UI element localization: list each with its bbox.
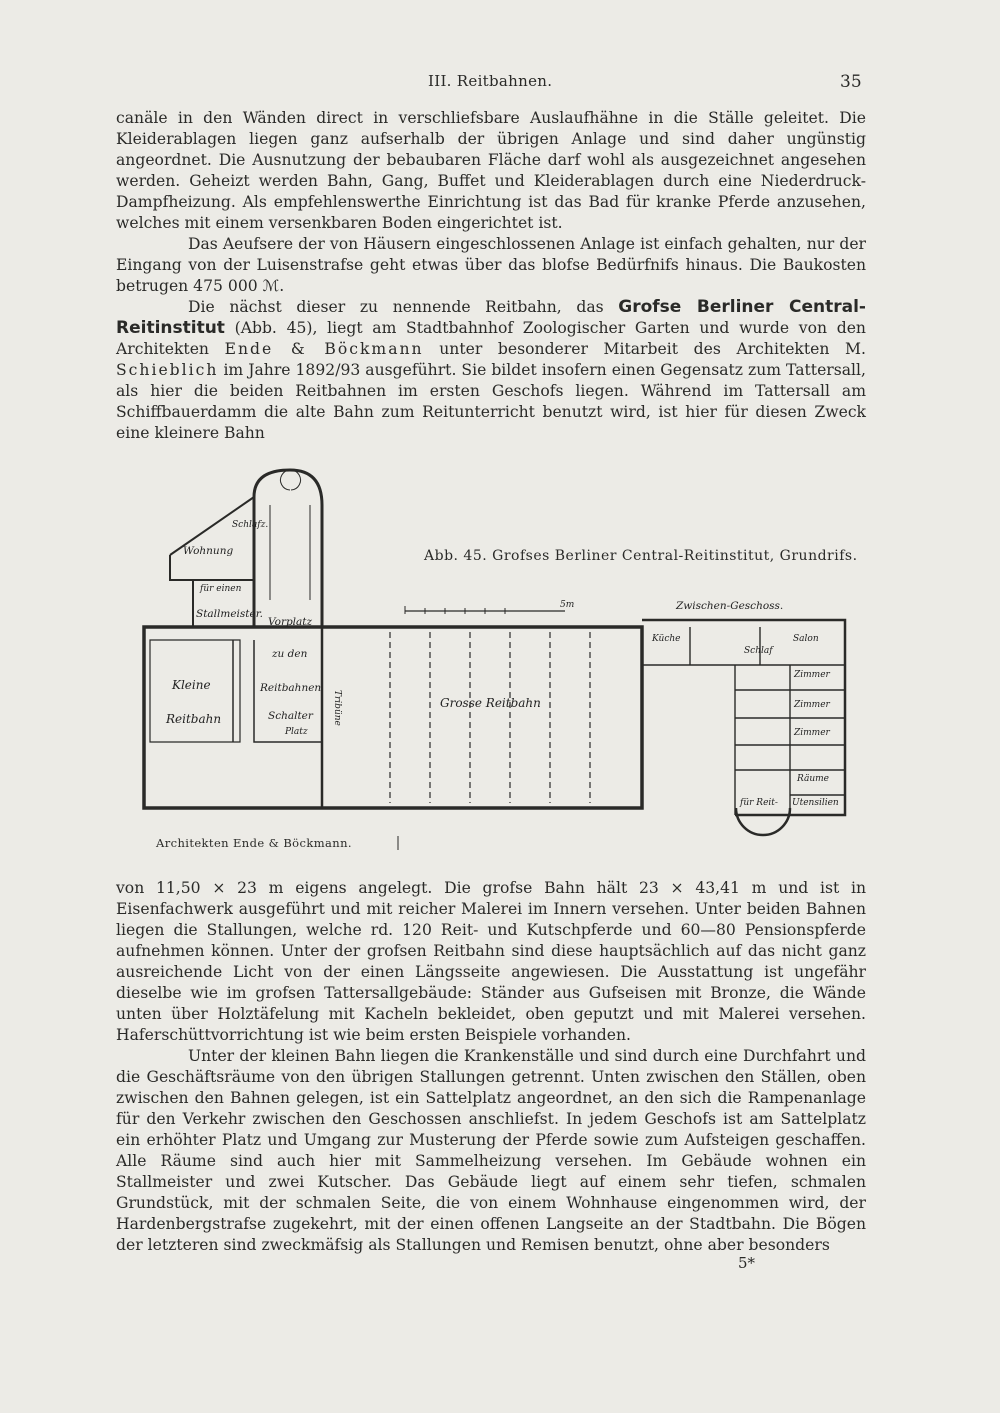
plan-label: Vorplatz	[268, 616, 313, 628]
scale-label: 5m	[560, 600, 575, 610]
figure-credit: Architekten Ende & Böckmann.	[156, 836, 352, 850]
signature-mark: 5*	[738, 1254, 756, 1272]
plan-label: Wohnung	[183, 545, 234, 557]
plan-label: für einen	[200, 584, 242, 594]
paragraph: Das Aeufsere der von Häusern eingeschlossenen Anlage ist einfach gehalten, nur der Eingang von der Luisenstrafse geht etwas über das blofse Bedürfnifs hinaus. Die Baukosten betrugen 475 000 ℳ.	[116, 235, 866, 295]
wing-rooms	[642, 627, 845, 815]
figure-caption: Abb. 45. Grofses Berliner Central-Reitinstitut, Grundrifs.	[424, 548, 858, 564]
plan-label: Räume	[797, 774, 830, 784]
paragraph: von 11,50 × 23 m eigens angelegt. Die grofse Bahn hält 23 × 43,41 m und ist in Eisenfachwerk ausgeführt und mit reicher Malerei im Innern versehen. Unter beiden Bahnen liegen die Stallungen, welche rd. 120 Reit- und Kutschpferde und 60—80 Pensionspferde aufnehmen können. Unter der grofsen Reitbahn sind diese hauptsächlich auf das nicht ganz ausreichende Licht von der einen Längsseite angewiesen. Die Ausstattung ist ungefähr dieselbe wie im grofsen Tattersallgebäude: Ständer aus Gufseisen mit Bronze, die Wände unten über Holztäfelung mit Kacheln bekleidet, oben geputzt und mit Malerei versehen. Haferschüttvorrichtung ist wie beim ersten Beispiele vorhanden.	[116, 879, 866, 1044]
plan-label: Schlafz.	[232, 520, 269, 530]
paragraph	[116, 297, 866, 444]
architect-name: Schieblich	[116, 361, 219, 379]
text-span: Die nächst dieser zu nennende Reitbahn, das	[188, 298, 604, 316]
running-title: III. Reitbahnen.	[428, 72, 553, 90]
plan-label: Schalter	[268, 710, 313, 722]
lower-text-block	[116, 878, 866, 1256]
plan-label: Platz	[285, 727, 308, 737]
wing-outline	[642, 620, 845, 815]
plan-label: Stallmeister.	[196, 608, 263, 620]
plan-label: für Reit-	[740, 798, 778, 808]
paragraph: Unter der kleinen Bahn liegen die Krankenställe und sind durch eine Durchfahrt und die Geschäftsräume von den übrigen Stallungen getrennt. Unten zwischen den Ställen, oben zwischen den Bahnen gelegen, ist ein Sattelplatz angeordnet, an den sich die Rampenanlage für den Verkehr zwischen den Geschossen anschliefst. In jedem Geschofs ist am Sattelplatz ein erhöhter Platz und Umgang zur Musterung der Pferde sowie zum Aufsteigen geschaffen. Alle Räume sind auch hier mit Sammelheizung versehen. Im Gebäude wohnen ein Stallmeister und zwei Kutscher. Das Gebäude liegt auf einem sehr tiefen, schmalen Grundstück, mit der schmalen Seite, die von einem Wohnhause eingenommen wird, der Hardenbergstrafse zugekehrt, mit der einen offenen Langseite an der Stadtbahn. Die Bögen der letzteren sind zweckmäfsig als Stallungen und Remisen benutzt, ohne aber besonders	[116, 1047, 866, 1254]
institute-name: Grofse Berliner Central-Reitinstitut	[116, 297, 866, 338]
plan-label: Zimmer	[794, 728, 830, 738]
plan-label: Reitbahn	[166, 712, 222, 726]
apartment-outline	[170, 497, 254, 580]
plan-label: Kleine	[172, 678, 211, 692]
plan-label: Tribüne	[332, 690, 342, 726]
arena-truss-lines	[390, 632, 590, 803]
plan-label: Zimmer	[794, 700, 830, 710]
plan-label: Utensilien	[792, 798, 839, 808]
text-span: (Abb. 45), liegt am Stadtbahnhof Zoologischer Garten und wurde von den Architekten	[116, 319, 866, 358]
upper-text-block	[116, 108, 866, 444]
page-number: 35	[840, 72, 862, 92]
plan-label: Schlaf	[744, 646, 773, 656]
plan-label: Grosse Reitbahn	[440, 696, 541, 710]
text-span: im Jahre 1892/93 ausgeführt. Sie bildet insofern einen Gegensatz zum Tattersall, als hier die beiden Reitbahnen im ersten Geschofs liegen. Während im Tattersall am Schiffbauerdamm die alte Bahn zum Reitunterricht benutzt wird, ist hier für diesen Zweck eine kleinere Bahn	[116, 361, 866, 442]
plan-label: Zwischen-Geschoss.	[676, 600, 784, 612]
paragraph: canäle in den Wänden direct in verschliefsbare Auslaufhähne in die Ställe geleitet. Die Kleiderablagen liegen ganz aufserhalb der übrigen Anlage und sind daher ungünstig angeordnet. Die Ausnutzung der bebaubaren Fläche darf wohl als ausgezeichnet angesehen werden. Geheizt werden Bahn, Gang, Buffet und Kleiderablagen durch eine Niederdruck-Dampfheizung. Als empfehlenswerthe Einrichtung ist das Bad für kranke Pferde anzusehen, welches mit einem versenkbaren Boden eingerichtet ist.	[116, 109, 866, 232]
architect-firm: Ende & Böckmann	[224, 340, 424, 358]
text-span: unter besonderer Mitarbeit des Architekten M.	[439, 340, 866, 358]
main-hall-outline	[144, 627, 642, 808]
plan-label: Reitbahnen	[260, 682, 322, 694]
stair-tower	[736, 808, 790, 835]
staircase-outline	[254, 470, 322, 627]
plan-label: Küche	[652, 634, 681, 644]
plan-label: Salon	[793, 634, 819, 644]
plan-label: zu den	[272, 648, 308, 660]
plan-label: Zimmer	[794, 670, 830, 680]
